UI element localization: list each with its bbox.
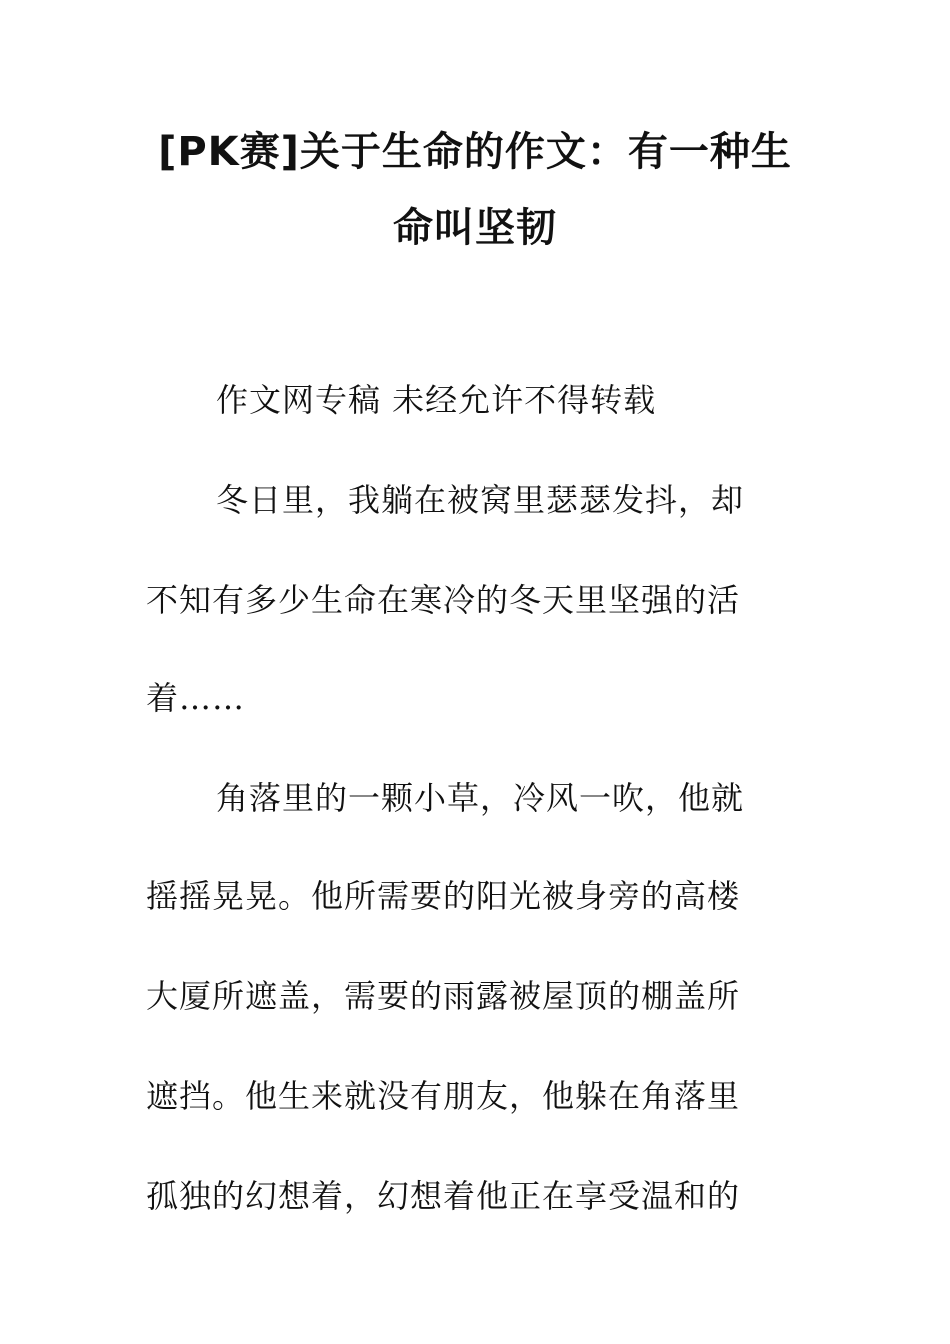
paragraph-2-line-2: 摇摇晃晃。他所需要的阳光被身旁的高楼 [146,877,741,915]
paragraph-1-line-1: 冬日里，我躺在被窝里瑟瑟发抖，却 [216,481,745,519]
copyright-notice: 作文网专稿 未经允许不得转载 [216,381,657,419]
paragraph-1-line-3: 着…… [146,679,246,717]
paragraph-2-line-1: 角落里的一颗小草，冷风一吹，他就 [216,779,745,817]
paragraph-1-line-2: 不知有多少生命在寒冷的冬天里坚强的活 [146,581,741,619]
document-title-line-2: 命叫坚韧 [393,205,557,251]
paragraph-2-line-4: 遮挡。他生来就没有朋友，他躲在角落里 [146,1077,741,1115]
document-title-line-1: [PK赛]关于生命的作文：有一种生 [158,129,792,175]
paragraph-2-line-5: 孤独的幻想着，幻想着他正在享受温和的 [146,1177,741,1215]
paragraph-2-line-3: 大厦所遮盖，需要的雨露被屋顶的棚盖所 [146,977,741,1015]
